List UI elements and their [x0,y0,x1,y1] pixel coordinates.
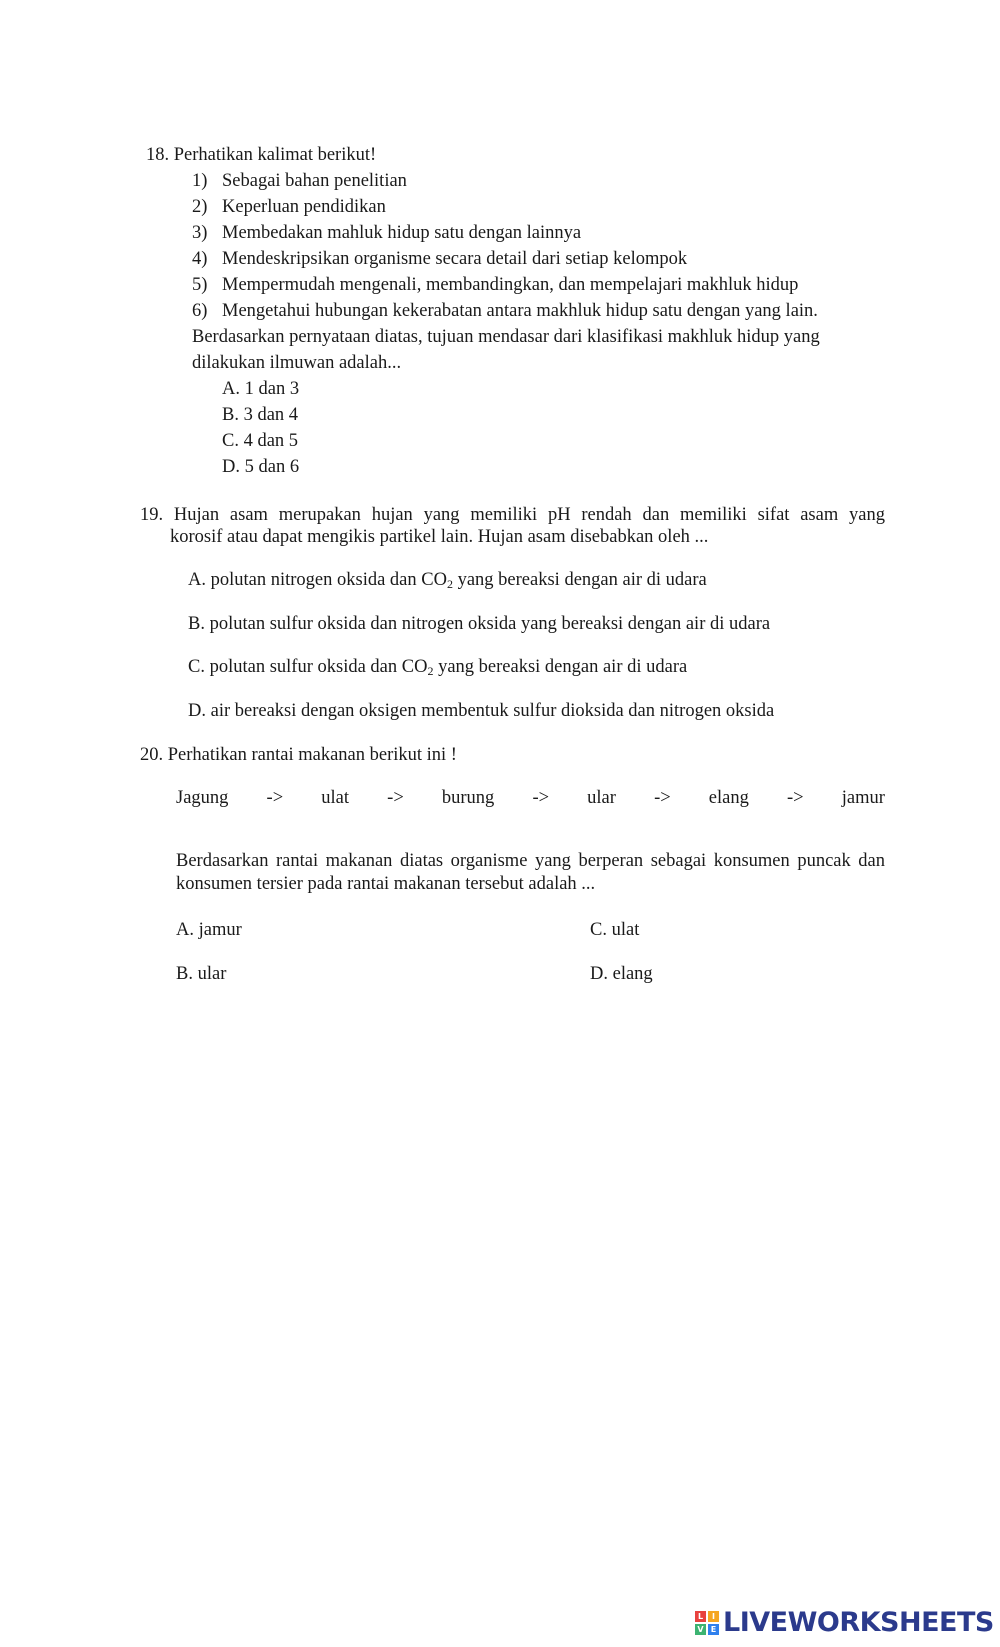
q20-title: 20. Perhatikan rantai makanan berikut ini ! [140,745,457,765]
q18-item-text: Keperluan pendidikan [222,197,386,217]
q20-option-a: A. jamur [176,920,242,940]
q18-option-c: C. 4 dan 5 [222,431,299,451]
q18-question-line2: dilakukan ilmuwan adalah... [192,353,402,373]
food-chain-organism: elang [708,788,749,808]
food-chain-arrow: -> [786,788,804,808]
q18-item-text: Sebagai bahan penelitian [222,171,407,191]
q18-item-num: 2) [192,197,208,217]
q18-option-b: B. 3 dan 4 [222,405,299,425]
q18-title: 18. Perhatikan kalimat berikut! [146,145,377,165]
q19-option-a [188,567,707,593]
q19-option-c-sub: 2 [427,664,434,678]
food-chain-arrow: -> [654,788,671,808]
q18-item-text: Membedakan mahluk hidup satu dengan lainnya [222,223,582,243]
q18-item-num: 3) [192,223,208,243]
q18-option-a: A. 1 dan 3 [222,379,300,399]
logo-letter: E [708,1624,719,1635]
q19-option-c-pre: C. polutan sulfur oksida dan CO [188,657,428,677]
food-chain [176,785,885,811]
q18-item-text: Mengetahui hubungan kekerabatan antara makhluk hidup satu dengan yang lain. [222,301,818,321]
logo-letter: L [695,1611,706,1622]
q18-question-line1: Berdasarkan pernyataan diatas, tujuan mendasar dari klasifikasi makhluk hidup yang [192,327,820,347]
q19-option-a-pre: A. polutan nitrogen oksida dan CO [188,570,447,590]
q20-question: Berdasarkan rantai makanan diatas organisme yang berperan sebagai konsumen puncak dan konsumen tersier pada rantai makanan tersebut adalah ... [176,851,885,894]
q19-title-line2: korosif atau dapat mengikis partikel lain. Hujan asam disebabkan oleh ... [170,527,709,547]
food-chain-organism: burung [441,788,495,808]
q19-option-c [188,654,687,680]
food-chain-organism: jamur [841,788,885,808]
food-chain-organism: Jagung [176,788,229,808]
q18-item-text: Mempermudah mengenali, membandingkan, dan mempelajari makhluk hidup [222,275,799,295]
q19-option-a-post: yang bereaksi dengan air di udara [452,570,707,590]
logo-letter: V [695,1624,706,1635]
q19-option-b: B. polutan sulfur oksida dan nitrogen oksida yang bereaksi dengan air di udara [188,614,771,634]
q20-option-c: C. ulat [590,920,640,940]
q18-item-text: Mendeskripsikan organisme secara detail dari setiap kelompok [222,249,688,269]
q19-title-text: 19. Hujan asam merupakan hujan yang memiliki pH rendah dan memiliki sifat asam yang [140,505,885,525]
food-chain-arrow: -> [266,788,284,808]
q18-item-num: 4) [192,249,208,269]
q19-option-c-post: yang bereaksi dengan air di udara [433,657,688,677]
liveworksheets-logo [695,1605,994,1641]
q19-option-a-sub: 2 [446,577,453,591]
food-chain-organism: ular [587,788,616,808]
logo-text: LIVEWORKSHEETS [723,1607,994,1638]
q19-option-d: D. air bereaksi dengan oksigen membentuk sulfur dioksida dan nitrogen oksida [188,701,775,721]
q20-option-b: B. ular [176,964,227,984]
q20-option-d: D. elang [590,964,653,984]
food-chain-arrow: -> [532,788,550,808]
logo-letter: I [708,1611,719,1622]
q18-option-d: D. 5 dan 6 [222,457,300,477]
q18-item-num: 6) [192,301,208,321]
food-chain-organism: ulat [321,788,350,808]
food-chain-arrow: -> [387,788,404,808]
logo-icon [695,1611,719,1635]
q18-item-num: 1) [192,171,208,191]
q18-item-num: 5) [192,275,208,295]
